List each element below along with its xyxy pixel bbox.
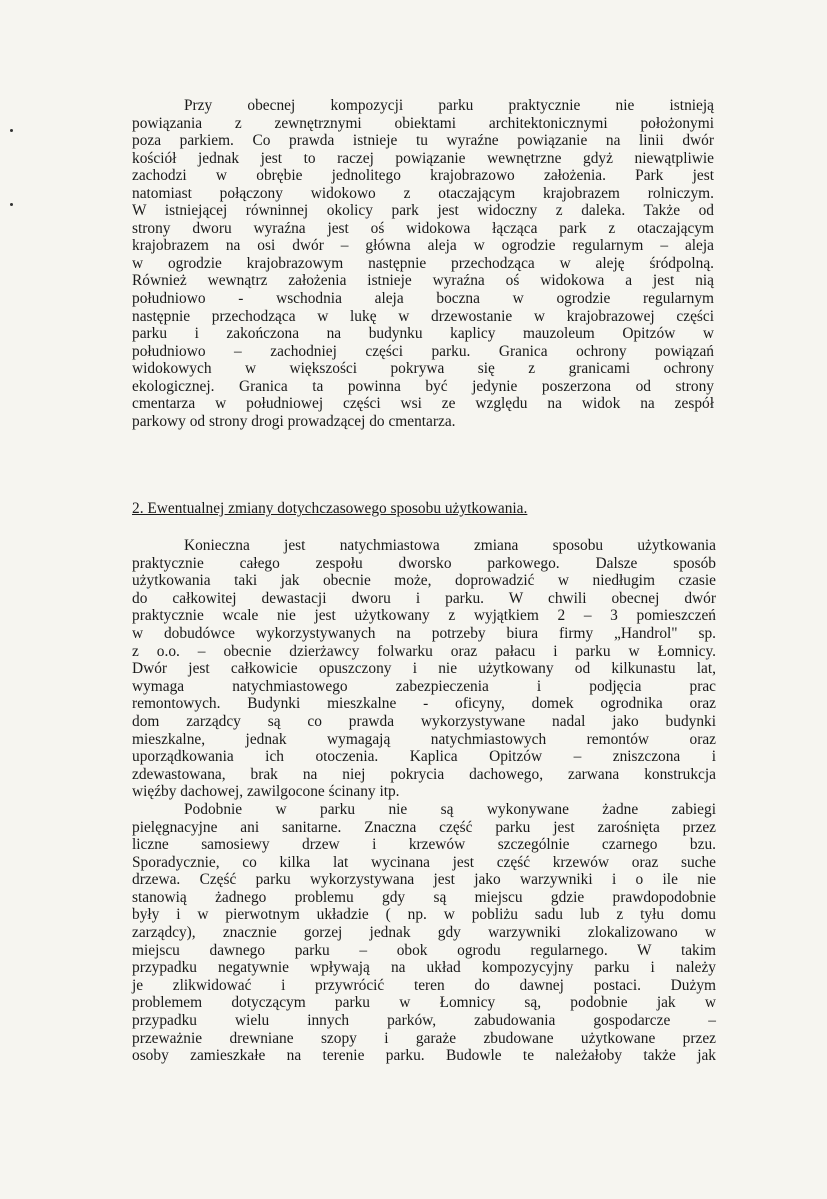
text-line: zachodzi w obrębie jednolitego krajobrazowo założenia. Park jest bbox=[132, 167, 714, 185]
text-line: poza parkiem. Co prawda istnieje tu wyraźne powiązanie na linii dwór bbox=[132, 132, 714, 150]
text-line: miejscu dawnego parku – obok ogrodu regularnego. W takim bbox=[132, 941, 716, 959]
text-line: Podobnie w parku nie są wykonywane żadne zabiegi bbox=[184, 800, 716, 818]
text-line: do całkowitej dewastacji dworu i parku. W chwili obecnej dwór bbox=[132, 589, 716, 607]
text-line: następnie przechodząca w lukę w drzewostanie w krajobrazowej części bbox=[132, 307, 714, 325]
text-line: wymaga natychmiastowego zabezpieczenia i podjęcia prac bbox=[132, 677, 716, 695]
text-line: mieszkalne, jednak wymagają natychmiastowych remontów oraz bbox=[132, 730, 716, 748]
text-line: przypadku wielu innych parków, zabudowania gospodarcze – bbox=[132, 1012, 716, 1030]
text-line: strony dworu wyraźna jest oś widokowa łącząca park z otaczającym bbox=[132, 219, 714, 237]
text-line: pielęgnacyjne ani sanitarne. Znaczna część parku jest zarośnięta przez bbox=[132, 818, 716, 836]
text-line: Konieczna jest natychmiastowa zmiana sposobu użytkowania bbox=[184, 537, 716, 554]
text-line: z o.o. – obecnie dzierżawcy folwarku oraz pałacu i parku w Łomnicy. bbox=[132, 642, 716, 660]
text-line: praktycznie wcale nie jest użytkowany z wyjątkiem 2 – 3 pomieszczeń bbox=[132, 607, 716, 625]
section-heading: 2. Ewentualnej zmiany dotychczasowego sposobu użytkowania. bbox=[132, 500, 528, 517]
paragraph-view-connections bbox=[132, 97, 714, 430]
text-line: powiązania z zewnętrznymi obiektami architektonicznymi położonymi bbox=[132, 114, 714, 132]
text-line: drzewa. Część parku wykorzystywana jest jako warzywniki i o ile nie bbox=[132, 871, 716, 889]
text-line: użytkowania taki jak obecnie może, doprowadzić w niedługim czasie bbox=[132, 572, 716, 590]
text-line: cmentarza w południowej części wsi ze względu na widok na zespół bbox=[132, 395, 714, 413]
text-line: w dobudówce wykorzystywanych na potrzeby biura firmy „Handrol" sp. bbox=[132, 624, 716, 642]
text-line: remontowych. Budynki mieszkalne - oficyny, domek ogrodnika oraz bbox=[132, 695, 716, 713]
text-line: kościół jednak jest to raczej powiązanie wewnętrzne gdyż niewątpliwie bbox=[132, 149, 714, 167]
text-line: liczne samosiewy drzew i krzewów szczególnie czarnego bzu. bbox=[132, 836, 716, 854]
margin-mark bbox=[10, 203, 13, 206]
paragraph-usage-change bbox=[132, 537, 716, 1065]
text-line: południowo - wschodnia aleja boczna w ogrodzie regularnym bbox=[132, 290, 714, 308]
text-line: przypadku negatywnie wpływają na układ kompozycyjny parku i należy bbox=[132, 959, 716, 977]
text-line: parkowy od strony drogi prowadzącej do cmentarza. bbox=[132, 412, 456, 430]
text-line: dom zarządcy są co prawda wykorzystywane nadal jako budynki bbox=[132, 712, 716, 730]
text-line: zdewastowana, brak na niej pokrycia dachowego, zarwana konstrukcja bbox=[132, 765, 716, 783]
text-line: natomiast połączony widokowo z otaczającym krajobrazem rolniczym. bbox=[132, 184, 714, 202]
text-line: problemem dotyczącym parku w Łomnicy są, podobnie jak w bbox=[132, 994, 716, 1012]
text-line: Również wewnątrz założenia istnieje wyraźna oś widokowa a jest nią bbox=[132, 272, 714, 290]
text-line: parku i zakończona na budynku kaplicy mauzoleum Opitzów w bbox=[132, 325, 714, 343]
text-line: były i w pierwotnym układzie ( np. w pobliżu sadu lub z tyłu domu bbox=[132, 906, 716, 924]
text-line: je zlikwidować i przywrócić teren do dawnej postaci. Dużym bbox=[132, 976, 716, 994]
text-line: praktycznie całego zespołu dworsko parkowego. Dalsze sposób bbox=[132, 554, 716, 572]
text-line: stanowią żadnego problemu gdy są miejscu gdzie prawdopodobnie bbox=[132, 888, 716, 906]
text-line: Dwór jest całkowicie opuszczony i nie użytkowany od kilkunastu lat, bbox=[132, 660, 716, 678]
text-line: ekologicznej. Granica ta powinna być jedynie poszerzona od strony bbox=[132, 377, 714, 395]
text-line: w ogrodzie krajobrazowym następnie przechodząca w aleję śródpolną. bbox=[132, 254, 714, 272]
text-line: uporządkowania ich otoczenia. Kaplica Opitzów – zniszczona i bbox=[132, 748, 716, 766]
text-line: południowo – zachodniej części parku. Granica ochrony powiązań bbox=[132, 342, 714, 360]
text-line: Sporadycznie, co kilka lat wycinana jest część krzewów oraz suche bbox=[132, 853, 716, 871]
text-line: osoby zamieszkałe na terenie parku. Budowle te należałoby także jak bbox=[132, 1047, 716, 1065]
text-line: więźby dachowej, zawilgocone ścinany itp. bbox=[132, 783, 400, 801]
text-line: krajobrazem na osi dwór – główna aleja w ogrodzie regularnym – aleja bbox=[132, 237, 714, 255]
margin-mark bbox=[10, 129, 13, 132]
text-line: Przy obecnej kompozycji parku praktycznie nie istnieją bbox=[184, 97, 714, 114]
text-line: W istniejącej równinnej okolicy park jest widoczny z daleka. Także od bbox=[132, 202, 714, 220]
text-line: zarządcy), znacznie gorzej jednak gdy warzywniki zlokalizowano w bbox=[132, 924, 716, 942]
text-line: przeważnie drewniane szopy i garaże zbudowane użytkowane przez bbox=[132, 1029, 716, 1047]
text-line: widokowych w większości pokrywa się z granicami ochrony bbox=[132, 360, 714, 378]
